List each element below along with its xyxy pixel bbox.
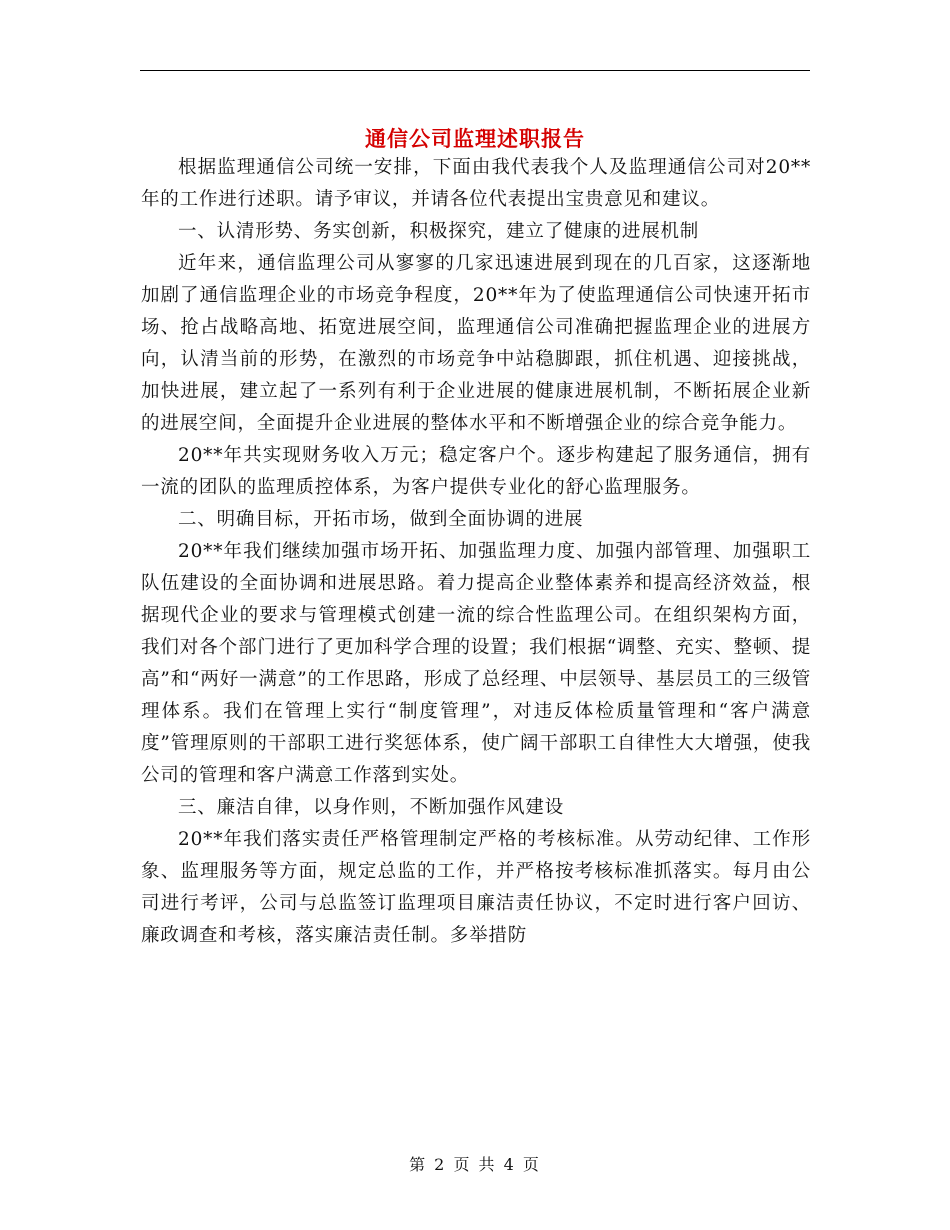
header-rule [140, 70, 810, 71]
section-heading-1: 一、认清形势、务实创新，积极探究，建立了健康的进展机制 [178, 221, 700, 242]
page-number-footer: 第 2 页 共 4 页 [409, 1155, 541, 1174]
section-heading-2: 二、明确目标，开拓市场，做到全面协调的进展 [178, 509, 584, 530]
paragraph-section-3-body: 20**年我们落实责任严格管理制定严格的考核标准。从劳动纪律、工作形象、监理服务等方面，规定总监的工作，并严格按考核标准抓落实。每月由公司进行考评，公司与总监签订监理项目廉洁责任协议，不定时进行客户回访、廉政调查和考核，落实廉洁责任制。多举措防 [141, 829, 811, 946]
paragraph-section-2-body: 20**年我们继续加强市场开拓、加强监理力度、加强内部管理、加强职工队伍建设的全面协调和进展思路。着力提高企业整体素养和提高经济效益，根据现代企业的要求与管理模式创建一流的综合性监理公司。在组织架构方面，我们对各个部门进行了更加科学合理的设置；我们根据“调整、充实、整顿、提高”和“两好一满意”的工作思路，形成了总经理、中层领导、基层员工的三级管理体系。我们在管理上实行“制度管理”，对违反体检质量管理和“客户满意度”管理原则的干部职工进行奖惩体系，使广阔干部职工自律性大大增强，使我公司的管理和客户满意工作落到实处。 [141, 541, 811, 786]
document-title: 通信公司监理述职报告 [365, 126, 585, 152]
paragraph-intro: 根据监理通信公司统一安排，下面由我代表我个人及监理通信公司对20**年的工作进行述职。请予审议，并请各位代表提出宝贵意见和建议。 [141, 157, 811, 210]
paragraph-section-1-body: 近年来，通信监理公司从寥寥的几家迅速进展到现在的几百家，这逐渐地加剧了通信监理企业的市场竞争程度，20**年为了使监理通信公司快速开拓市场、抢占战略高地、拓宽进展空间，监理通信公司准确把握监理企业的进展方向，认清当前的形势，在激烈的市场竞争中站稳脚跟，抓住机遇、迎接挑战，加快进展，建立起了一系列有利于企业进展的健康进展机制，不断拓展企业新的进展空间，全面提升企业进展的整体水平和不断增强企业的综合竞争能力。 [141, 253, 811, 434]
document-body [141, 152, 811, 952]
section-heading-3: 三、廉洁自律，以身作则，不断加强作风建设 [178, 797, 565, 818]
paragraph-section-1-results: 20**年共实现财务收入万元；稳定客户个。逐步构建起了服务通信，拥有一流的团队的监理质控体系，为客户提供专业化的舒心监理服务。 [141, 445, 811, 498]
